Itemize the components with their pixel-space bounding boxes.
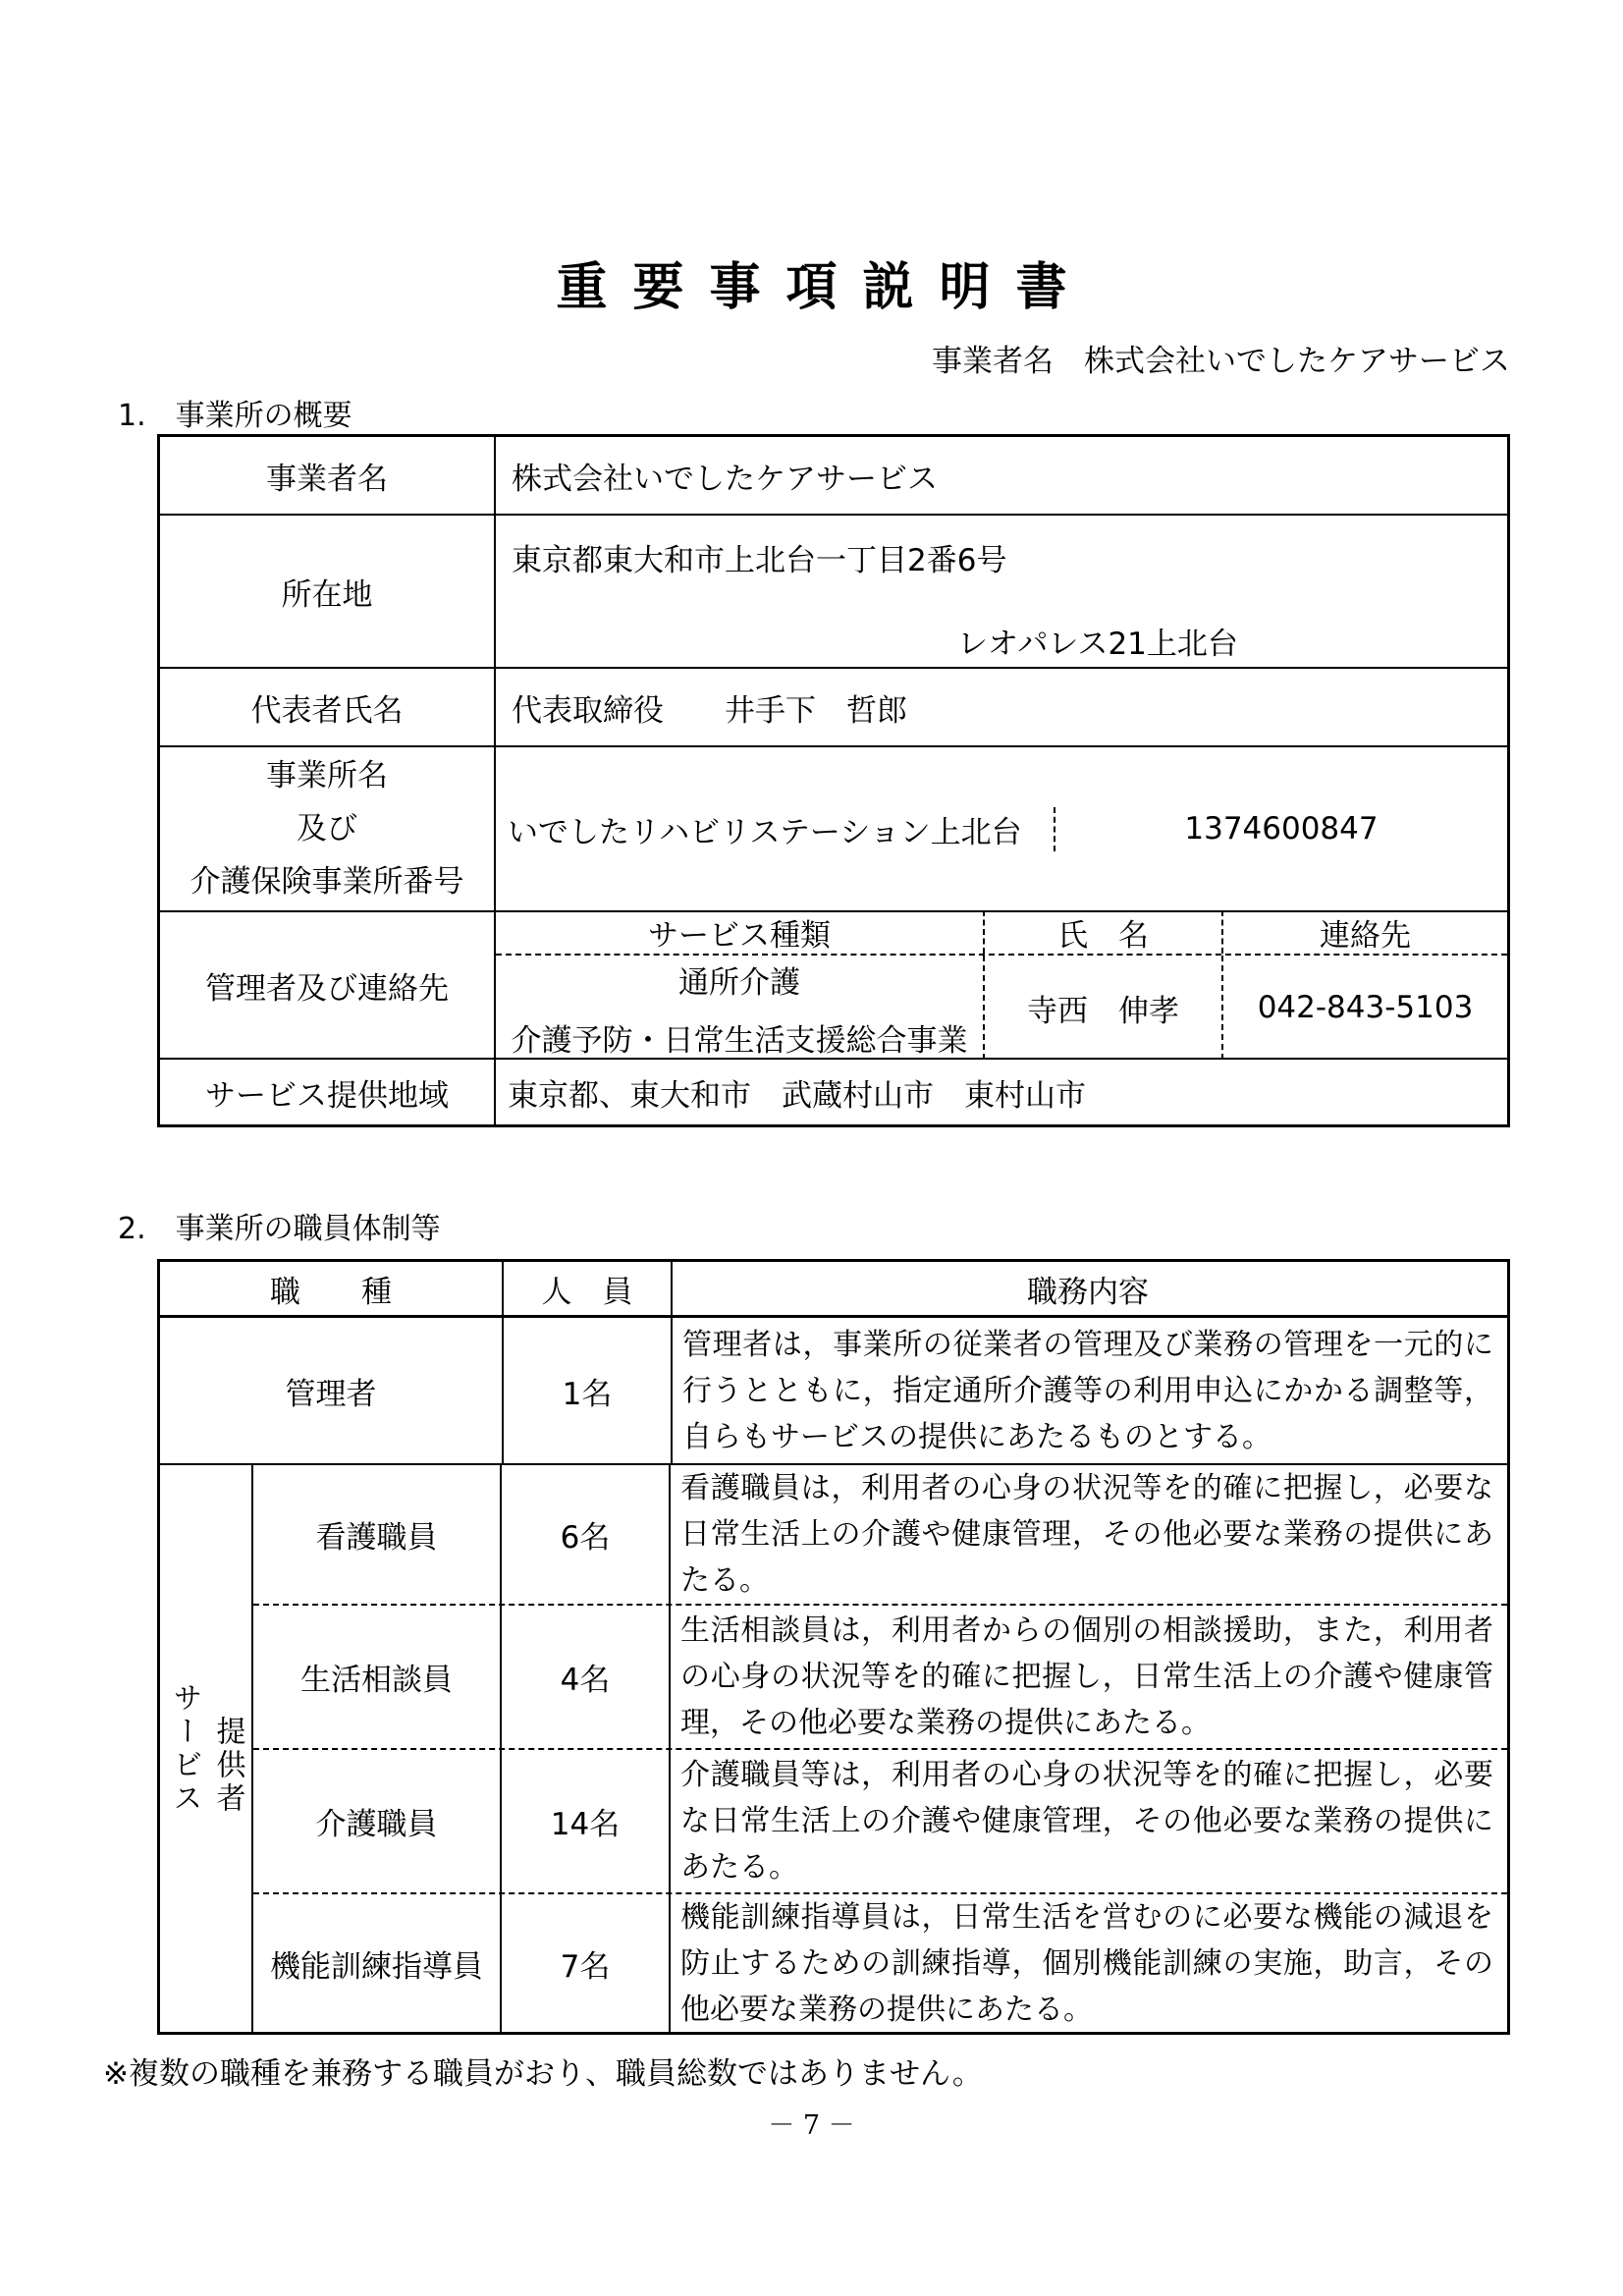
careworker-count: 14名 bbox=[502, 1750, 671, 1892]
careworker-duties-cell bbox=[671, 1750, 1507, 1892]
subtable-data-row bbox=[496, 956, 1507, 1060]
trainer-role: 機能訓練指導員 bbox=[253, 1894, 502, 2032]
duties-column-header: 職務内容 bbox=[1027, 1274, 1149, 1310]
careworker-role: 介護職員 bbox=[253, 1750, 502, 1892]
service-area-value: 東京都、東大和市 武蔵村山市 東村山市 bbox=[508, 1077, 1086, 1114]
office-label-line-1: 事業所名 bbox=[266, 758, 388, 793]
address-line-2: レオパレス21上北台 bbox=[957, 627, 1238, 662]
provider-name-line: 事業者名 株式会社いでしたケアサービス bbox=[932, 344, 1510, 379]
nurse-duties-cell bbox=[671, 1465, 1507, 1604]
table-row-office-name-number bbox=[160, 745, 1507, 910]
trainer-count: 7名 bbox=[502, 1894, 671, 2032]
service-type-header: サービス種類 bbox=[496, 910, 985, 954]
table-row-address bbox=[160, 514, 1507, 667]
footnote: ※複数の職種を兼務する職員がおり、職員総数ではありません。 bbox=[103, 2056, 983, 2092]
counselor-count: 4名 bbox=[502, 1606, 671, 1748]
office-overview-table bbox=[157, 434, 1510, 1127]
table-row-service-area bbox=[160, 1058, 1507, 1124]
service-provider-vertical-label bbox=[163, 1682, 249, 1816]
office-value-cell bbox=[496, 747, 1507, 910]
manager-name-cell: 寺西 伸孝 bbox=[985, 956, 1223, 1060]
address-value-cell bbox=[496, 516, 1507, 667]
staff-row-nurse bbox=[253, 1465, 1507, 1604]
service-type-cell bbox=[496, 956, 985, 1060]
manager-duties-cell bbox=[673, 1318, 1507, 1463]
role-column-header: 職 種 bbox=[160, 1262, 504, 1315]
service-provider-group bbox=[160, 1463, 1507, 2032]
trainer-duties-cell bbox=[671, 1894, 1507, 2032]
page-number: － 7 － bbox=[768, 2110, 855, 2141]
provider-value: 株式会社いでしたケアサービス bbox=[512, 461, 938, 497]
counselor-duties-cell bbox=[671, 1606, 1507, 1748]
staff-row-manager bbox=[160, 1315, 1507, 1463]
staff-structure-table bbox=[157, 1259, 1510, 2035]
service-provider-rows bbox=[253, 1465, 1507, 2032]
manager-contact-subtable bbox=[496, 910, 1507, 1060]
section-1-heading: 1. 事業所の概要 bbox=[118, 399, 352, 433]
office-number: 1374600847 bbox=[1184, 811, 1379, 847]
staff-row-trainer bbox=[253, 1892, 1507, 2032]
name-header: 氏 名 bbox=[985, 910, 1223, 954]
representative-value: 代表取締役 井手下 哲郎 bbox=[512, 692, 907, 729]
staff-row-careworker bbox=[253, 1748, 1507, 1892]
address-label: 所在地 bbox=[160, 516, 496, 667]
service-area-label: サービス提供地域 bbox=[160, 1060, 496, 1124]
service-provider-group-cell bbox=[160, 1465, 253, 2032]
document-title: 重要事項説明書 bbox=[556, 258, 1093, 317]
careworker-duties: 介護職員等は，利用者の心身の状況等を的確に把握し，必要な日常生活上の介護や健康管理，その他必要な業務の提供にあたる。 bbox=[680, 1758, 1493, 1885]
service-type-lines bbox=[496, 956, 983, 1060]
provider-label: 事業者名 bbox=[160, 437, 496, 514]
counselor-duties: 生活相談員は，利用者からの個別の相談援助，また，利用者の心身の状況等を的確に把握し，日常生活上の介護や健康管理，その他必要な業務の提供にあたる。 bbox=[680, 1613, 1493, 1740]
section-2-heading: 2. 事業所の職員体制等 bbox=[118, 1212, 441, 1246]
manager-role: 管理者 bbox=[160, 1318, 504, 1463]
address-line-1: 東京都東大和市上北台一丁目2番6号 bbox=[512, 543, 1007, 578]
office-label-cell bbox=[160, 747, 496, 910]
group-label-line-1: サービス bbox=[167, 1681, 202, 1816]
manager-contact-label: 管理者及び連絡先 bbox=[160, 912, 496, 1058]
address-lines bbox=[496, 516, 1507, 663]
staff-row-counselor bbox=[253, 1604, 1507, 1748]
manager-count: 1名 bbox=[504, 1318, 673, 1463]
nurse-count: 6名 bbox=[502, 1465, 671, 1604]
table-row-manager-contact bbox=[160, 910, 1507, 1058]
staff-table-header-row bbox=[160, 1262, 1507, 1315]
table-row-provider bbox=[160, 437, 1507, 514]
manager-duties: 管理者は，事業所の従業者の管理及び業務の管理を一元的に行うとともに，指定通所介護等の利用申込にかかる調整等，自らもサービスの提供にあたるものとする。 bbox=[682, 1327, 1493, 1454]
trainer-duties: 機能訓練指導員は，日常生活を営むのに必要な機能の減退を防止するための訓練指導，個別機能訓練の実施，助言，その他必要な業務の提供にあたる。 bbox=[680, 1899, 1493, 2027]
service-type-line-1: 通所介護 bbox=[678, 965, 800, 1001]
contact-header: 連絡先 bbox=[1320, 917, 1411, 954]
office-label-lines bbox=[190, 749, 464, 908]
table-row-representative bbox=[160, 667, 1507, 745]
office-name: いでしたリハビリステーション上北台 bbox=[496, 807, 1055, 851]
subtable-header-row bbox=[496, 910, 1507, 956]
service-type-line-2: 介護予防・日常生活支援総合事業 bbox=[511, 1023, 968, 1059]
count-column-header: 人 員 bbox=[504, 1262, 673, 1315]
nurse-role: 看護職員 bbox=[253, 1465, 502, 1604]
manager-contact-cell bbox=[496, 912, 1507, 1058]
group-label-line-2: 提供者 bbox=[210, 1715, 245, 1816]
counselor-role: 生活相談員 bbox=[253, 1606, 502, 1748]
manager-phone-cell: 042-843-5103 bbox=[1257, 990, 1474, 1025]
representative-label: 代表者氏名 bbox=[160, 669, 496, 745]
nurse-duties: 看護職員は，利用者の心身の状況等を的確に把握し，必要な日常生活上の介護や健康管理，その他必要な業務の提供にあたる。 bbox=[680, 1471, 1493, 1598]
office-label-line-3: 介護保険事業所番号 bbox=[189, 864, 464, 900]
office-label-line-2: 及び bbox=[297, 811, 357, 847]
